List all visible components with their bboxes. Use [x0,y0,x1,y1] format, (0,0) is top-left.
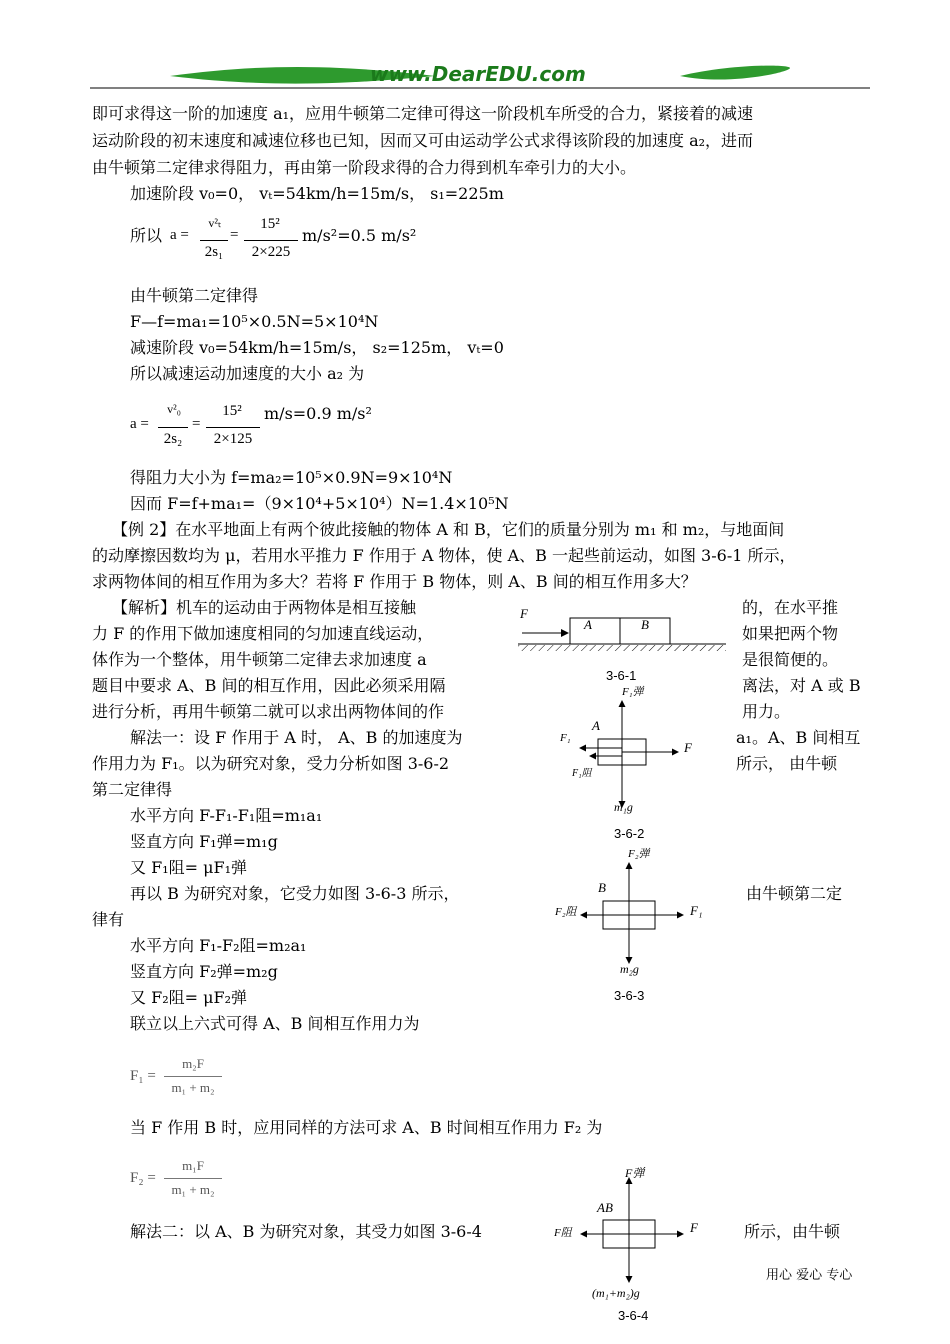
text-line: m/s²=0.5 m/s² [302,226,417,245]
formula-equals: = [192,416,201,432]
formula-lhs: F₁ = [130,1068,156,1084]
text-line: 所示， 由牛顿 [736,754,838,773]
formula-numerator: m₂F [182,1056,204,1071]
block-label: B [641,617,649,632]
force-label: F弹 [625,1166,645,1180]
text-line: 减速阶段 v₀=54km/h=15m/s， s₂=125m， vₜ=0 [130,338,504,357]
formula-denominator: m₁ + m₂ [171,1080,215,1095]
text-line: 得阻力大小为 f=ma₂=10⁵×0.9N=9×10⁴N [130,468,453,487]
text-line: 体作为一个整体，用牛顿第二定律去求加速度 a [92,650,427,669]
block-label: A [592,718,600,733]
text-line: 由牛顿第二定律求得阻力，再由第一阶段求得的合力得到机车牵引力的大小。 [92,158,637,177]
figure-caption: 3-6-1 [606,668,637,683]
text-line: 作用力为 F₁。以为研究对象，受力分析如图 3-6-2 [92,754,450,773]
block-label: AB [597,1200,613,1215]
text-line: 【解析】机车的运动由于两物体是相互接触 [112,598,417,617]
text-line: 如果把两个物 [742,624,839,643]
figure-caption: 3-6-4 [618,1308,649,1323]
force-label: F₁ [560,732,571,744]
formula-equals: = [230,227,239,243]
text-line: 当 F 作用 B 时，应用同样的方法可求 A、B 时间相互作用力 F₂ 为 [130,1118,603,1137]
force-label: F₁ [690,903,703,918]
text-line: 力 F 的作用下做加速度相同的匀加速直线运动， [92,624,434,643]
text-line: 由牛顿第二定 [746,884,843,903]
footer-motto: 用心 爱心 专心 [766,1268,853,1283]
text-line: 又 F₁阻= μF₁弹 [130,858,248,877]
text-line: 加速阶段 v₀=0， vₜ=54km/h=15m/s， s₁=225m [130,184,504,203]
text-line: m/s=0.9 m/s² [264,404,372,423]
text-line: 因而 F=f+ma₁=（9×10⁴+5×10⁴）N=1.4×10⁵N [130,494,509,513]
text-line: F—f=ma₁=10⁵×0.5N=5×10⁴N [130,312,379,331]
text-line: 竖直方向 F₁弹=m₁g [130,832,278,851]
text-line: 联立以上六式可得 A、B 间相互作用力为 [130,1014,420,1033]
force-label: (m₁+m₂)g [592,1286,640,1300]
force-label: F [684,740,692,755]
figure-3-6-1 [518,612,728,662]
text-line: 水平方向 F-F₁-F₁阻=m₁a₁ [130,806,323,825]
figure-3-6-4 [575,1172,695,1292]
figure-caption: 3-6-3 [614,988,645,1003]
text-line: 的动摩擦因数均为 μ，若用水平推力 F 作用于 A 物体，使 A、B 一起些前运动，如图 3-6-1 所示， [92,546,796,565]
text-line: 再以 B 为研究对象，它受力如图 3-6-3 所示， [130,884,460,903]
formula-numerator: v²₀ [167,402,181,416]
text-line: 又 F₂阻= μF₂弹 [130,988,248,1007]
text-line: 竖直方向 F₂弹=m₂g [130,962,278,981]
text-line: 即可求得这一阶的加速度 a₁，应用牛顿第二定律可得这一阶段机车所受的合力，紧接着的减速 [92,104,754,123]
fraction-bar [158,427,188,428]
fraction-bar [164,1076,222,1077]
block-label: B [598,880,606,895]
text-line: 进行分析，再用牛顿第二就可以求出两物体间的作 [92,702,445,721]
text-line: 第二定律得 [92,780,173,799]
force-label: F₂阻 [555,906,577,918]
text-line: 离法，对 A 或 B [742,676,861,695]
formula-denominator: 2×225 [251,244,291,260]
formula-denominator: 2s₁ [204,244,224,260]
formula-denominator: 2s₂ [163,431,183,447]
fraction-bar [206,427,260,428]
force-label: F [520,606,528,621]
formula-numerator: 15² [222,403,242,419]
text-line: 解法二：以 A、B 为研究对象，其受力如图 3-6-4 [130,1222,482,1241]
text-line: 水平方向 F₁-F₂阻=m₂a₁ [130,936,307,955]
force-label: F₁弹 [622,686,644,698]
text-line: 由牛顿第二定律得 [130,286,259,305]
formula-lhs: a = [130,416,149,432]
formula-numerator: 15² [260,216,280,232]
formula-denominator: m₁ + m₂ [171,1182,215,1197]
text-line: 所以 [130,226,163,245]
fraction-bar [200,240,228,241]
text-line: 题目中要求 A、B 间的相互作用，因此必须采用隔 [92,676,446,695]
formula-lhs: a = [170,227,189,243]
formula-numerator: m₁F [182,1158,204,1173]
text-line: 是很简便的。 [742,650,839,669]
text-line: a₁。A、B 间相互 [736,728,861,747]
force-label: F₁阻 [572,768,592,779]
figure-3-6-3 [575,855,695,970]
site-logo-text[interactable]: www.DearEDU.com [370,62,586,86]
formula-denominator: 2×125 [213,431,253,447]
force-label: F阻 [554,1227,572,1239]
text-line: 用力。 [742,702,791,721]
figure-3-6-2 [570,695,690,815]
force-label: m₂g [620,962,639,976]
text-line: 【例 2】在水平地面上有两个彼此接触的物体 A 和 B，它们的质量分别为 m₁ 和 m₂，与地面间 [112,520,785,539]
text-line: 的，在水平推 [742,598,839,617]
figure-caption: 3-6-2 [614,826,645,841]
text-line: 运动阶段的初末速度和减速位移也已知，因而又可由运动学公式求得该阶段的加速度 a₂，进而 [92,131,754,150]
fraction-bar [164,1178,222,1179]
force-label: F [690,1220,698,1235]
text-line: 律有 [92,910,125,929]
force-label: F₂弹 [628,848,650,860]
text-line: 所以减速运动加速度的大小 a₂ 为 [130,364,365,383]
block-label: A [584,617,592,632]
text-line: 求两物体间的相互作用为多大？若将 F 作用于 B 物体，则 A、B 间的相互作用多大？ [92,572,697,591]
formula-numerator: v²ₜ [208,216,222,230]
fraction-bar [244,240,298,241]
formula-lhs: F₂ = [130,1170,156,1186]
text-line: 所示，由牛顿 [744,1222,841,1241]
force-label: m₁g [614,800,633,814]
text-line: 解法一：设 F 作用于 A 时， A、B 的加速度为 [130,728,463,747]
